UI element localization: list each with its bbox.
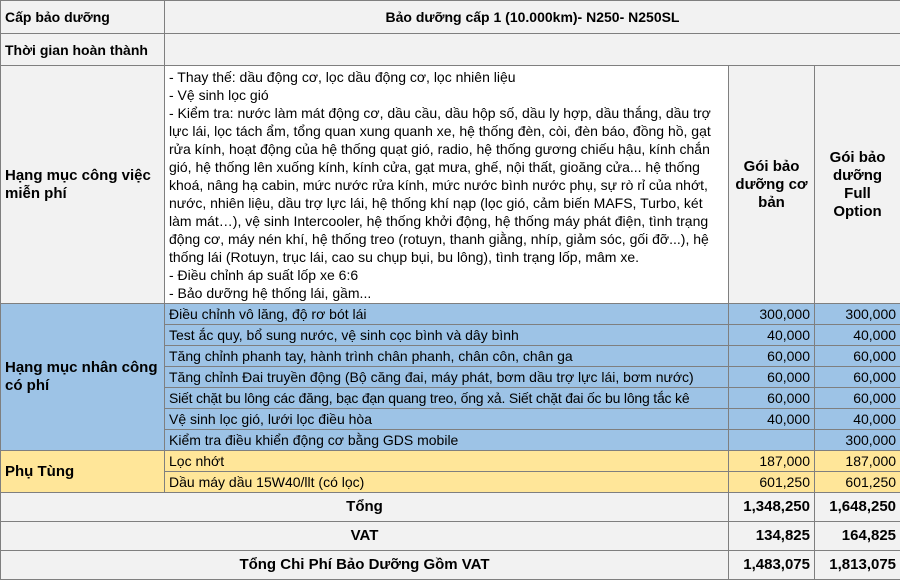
completion-label: Thời gian hoàn thành: [1, 34, 165, 66]
free-work-label: Hạng mục công việc miễn phí: [1, 66, 165, 304]
total-full: 1,648,250: [815, 493, 900, 522]
paid-labor-basic: 60,000: [729, 367, 815, 388]
total-row: [1, 493, 900, 522]
grand-total-label: Tổng Chi Phí Bảo Dưỡng Gồm VAT: [1, 551, 729, 580]
paid-labor-full: 60,000: [815, 388, 900, 409]
free-work-item: - Kiểm tra: nước làm mát động cơ, dầu cầu, dầu hộp số, dầu ly hợp, dầu thắng, dầu trợ lực lái, lọc tách ẩm, tổng quan xung quanh xe, hệ thống đèn, còi, đèn báo, đồng hồ, gạt rửa kính, hoạt động của hệ thống quạt gió, radio, hệ thống gương chiếu hậu, kính chắn gió, hệ thống lên xuống kính, kính cửa, gạt mưa, ghế, nội thất, gioăng cửa... hệ thống khoá, nâng hạ cabin, mức nước rửa kính, mức nước bình nước phụ, sự rò rỉ của nhớt, nước, nhiên liệu, dầu trợ lực lái, hệ thống khí nạp (lọc gió, cảm biến MAFS, Turbo, két làm mát…), vệ sinh Intercooler, hệ thống khởi động, hệ thống máy phát điện, tình trạng động cơ, máy nén khí, hệ thống treo (rotuyn, thanh giằng, nhíp, giảm sóc, gối đỡ...), hệ thống lái (Rotuyn, trục lái, cao su chụp bụi, bu lông), tình trạng lốp, mâm xe.: [169, 104, 724, 266]
paid-labor-basic: 300,000: [729, 304, 815, 325]
paid-labor-full: 40,000: [815, 325, 900, 346]
total-label: Tổng: [1, 493, 729, 522]
paid-labor-desc: Siết chặt bu lông các đăng, bạc đạn quang treo, ống xả. Siết chặt đai ốc bu lông tắc kê: [165, 388, 729, 409]
table-row: [1, 451, 900, 472]
paid-labor-desc: Vệ sinh lọc gió, lưới lọc điều hòa: [165, 409, 729, 430]
paid-labor-full: 60,000: [815, 346, 900, 367]
vat-row: [1, 522, 900, 551]
paid-labor-full: 40,000: [815, 409, 900, 430]
paid-labor-basic: 40,000: [729, 409, 815, 430]
parts-desc: Dầu máy dầu 15W40/llt (có lọc): [165, 472, 729, 493]
paid-labor-desc: Kiểm tra điều khiển động cơ bằng GDS mobile: [165, 430, 729, 451]
free-work-item: - Vệ sinh lọc gió: [169, 86, 724, 104]
free-work-row: [1, 66, 900, 304]
paid-labor-desc: Điều chỉnh vô lăng, độ rơ bót lái: [165, 304, 729, 325]
package-basic-header: Gói bảo dưỡng cơ bản: [729, 66, 815, 304]
paid-labor-basic: 60,000: [729, 388, 815, 409]
paid-labor-desc: Test ắc quy, bổ sung nước, vệ sinh cọc bình và dây bình: [165, 325, 729, 346]
parts-basic: 187,000: [729, 451, 815, 472]
free-work-list: [165, 66, 729, 304]
paid-labor-basic: [729, 430, 815, 451]
parts-full: 187,000: [815, 451, 900, 472]
level-label: Cấp bảo dưỡng: [1, 1, 165, 34]
paid-labor-label: Hạng mục nhân công có phí: [1, 304, 165, 451]
vat-basic: 134,825: [729, 522, 815, 551]
paid-labor-basic: 60,000: [729, 346, 815, 367]
paid-labor-basic: 40,000: [729, 325, 815, 346]
package-full-header: Gói bảo dưỡng Full Option: [815, 66, 900, 304]
level-value: Bảo dưỡng cấp 1 (10.000km)- N250- N250SL: [165, 1, 900, 34]
paid-labor-full: 300,000: [815, 304, 900, 325]
grand-total-basic: 1,483,075: [729, 551, 815, 580]
paid-labor-desc: Tăng chỉnh phanh tay, hành trình chân phanh, chân côn, chân ga: [165, 346, 729, 367]
table-row: [1, 304, 900, 325]
vat-label: VAT: [1, 522, 729, 551]
free-work-item: - Thay thế: dầu động cơ, lọc dầu động cơ, lọc nhiên liệu: [169, 68, 724, 86]
completion-row: [1, 34, 900, 66]
header-row: [1, 1, 900, 34]
paid-labor-full: 60,000: [815, 367, 900, 388]
parts-label: Phụ Tùng: [1, 451, 165, 493]
paid-labor-desc: Tăng chỉnh Đai truyền động (Bộ căng đai, máy phát, bơm dầu trợ lực lái, bơm nước): [165, 367, 729, 388]
free-work-item: - Bảo dưỡng hệ thống lái, gầm...: [169, 284, 724, 302]
completion-value: [165, 34, 900, 66]
parts-desc: Lọc nhớt: [165, 451, 729, 472]
vat-full: 164,825: [815, 522, 900, 551]
grand-total-full: 1,813,075: [815, 551, 900, 580]
parts-basic: 601,250: [729, 472, 815, 493]
parts-full: 601,250: [815, 472, 900, 493]
grand-total-row: [1, 551, 900, 580]
paid-labor-full: 300,000: [815, 430, 900, 451]
free-work-item: - Điều chỉnh áp suất lốp xe 6:6: [169, 266, 724, 284]
total-basic: 1,348,250: [729, 493, 815, 522]
